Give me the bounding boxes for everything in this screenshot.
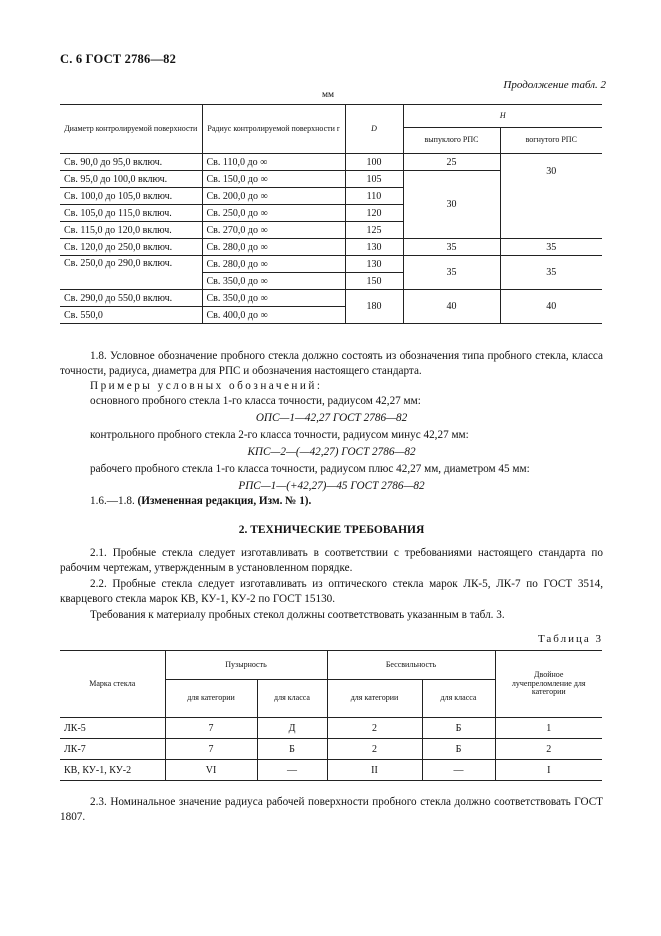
cell-diameter: Св. 100,0 до 105,0 включ.	[60, 188, 202, 205]
cell-bubble-class: —	[257, 760, 327, 781]
cell-birefringence: 1	[495, 718, 602, 739]
sub-class-header: для класса	[422, 680, 495, 718]
cell-diameter: Св. 550,0	[60, 307, 202, 324]
example-3-intro: рабочего пробного стекла 1-го класса точности, радиусом плюс 42,27 мм, диаметром 45 мм:	[90, 463, 530, 475]
example-2: КПС—2—(—42,27) ГОСТ 2786—82	[247, 446, 416, 458]
cell-D: 120	[345, 205, 403, 222]
example-1-intro: основного пробного стекла 1-го класса точности, радиусом 42,27 мм:	[90, 395, 421, 407]
sub-category-header: для категории	[327, 680, 422, 718]
cell-radius: Св. 280,0 до ∞	[202, 239, 345, 256]
cell-bubble-category: VI	[165, 760, 257, 781]
cell-radius: Св. 110,0 до ∞	[202, 154, 345, 171]
cell-birefringence: 2	[495, 739, 602, 760]
col-radius-header: Радиус контролируемой поверхности r	[202, 105, 345, 154]
cell-bubble-class: Б	[257, 739, 327, 760]
cell-birefringence: I	[495, 760, 602, 781]
cell-D: 150	[345, 273, 403, 290]
cell-D: 105	[345, 171, 403, 188]
cell-convex: 40	[403, 290, 500, 324]
example-3: РПС—1—(+42,27)—45 ГОСТ 2786—82	[238, 480, 425, 492]
cell-convex: 35	[403, 239, 500, 256]
change-note-prefix: 1.6.—1.8.	[90, 495, 138, 507]
col-striae-header: Бессвильность	[327, 651, 495, 680]
cell-striae-class: Б	[422, 739, 495, 760]
cell-convex: 25	[403, 154, 500, 171]
cell-concave: 35	[500, 256, 602, 290]
table-row	[60, 739, 602, 760]
table-row	[60, 256, 602, 273]
cell-radius: Св. 350,0 до ∞	[202, 273, 345, 290]
paragraph-1-8: 1.8. Условное обозначение пробного стекла должно состоять из обозначения типа пробного стекла, класса точности, радиуса, диаметра для РПС и обозначения настоящего стандарта.	[60, 350, 603, 378]
table-2	[60, 104, 602, 324]
change-note	[60, 494, 603, 509]
cell-bubble-category: 7	[165, 718, 257, 739]
cell-bubble-class: Д	[257, 718, 327, 739]
cell-D: 100	[345, 154, 403, 171]
cell-diameter: Св. 95,0 до 100,0 включ.	[60, 171, 202, 188]
cell-brand: КВ, КУ-1, КУ-2	[60, 760, 165, 781]
table-3	[60, 650, 602, 781]
cell-brand: ЛК-7	[60, 739, 165, 760]
cell-D: 125	[345, 222, 403, 239]
unit-label: мм	[322, 90, 335, 100]
sub-class-header: для класса	[257, 680, 327, 718]
col-convex-header: выпуклого РПС	[403, 128, 500, 154]
example-2-intro: контрольного пробного стекла 2-го класса точности, радиусом минус 42,27 мм:	[90, 429, 469, 441]
cell-diameter: Св. 120,0 до 250,0 включ.	[60, 239, 202, 256]
cell-radius: Св. 270,0 до ∞	[202, 222, 345, 239]
cell-D: 130	[345, 256, 403, 273]
table-row	[60, 760, 602, 781]
cell-convex: 30	[403, 171, 500, 239]
examples-heading: Примеры условных обозначений:	[90, 380, 323, 392]
col-bubble-header: Пузырность	[165, 651, 327, 680]
cell-concave: 40	[500, 290, 602, 324]
table-row	[60, 290, 602, 307]
col-birefringence-header: Двойное лучепреломление для категории	[495, 651, 602, 718]
table-row	[60, 239, 602, 256]
cell-radius: Св. 400,0 до ∞	[202, 307, 345, 324]
cell-diameter: Св. 290,0 до 550,0 включ.	[60, 290, 202, 307]
cell-radius: Св. 280,0 до ∞	[202, 256, 345, 273]
col-diameter-header: Диаметр контролируемой поверхности	[60, 105, 202, 154]
col-H-header: H	[403, 105, 602, 128]
table-row	[60, 154, 602, 171]
example-1: ОПС—1—42,27 ГОСТ 2786—82	[255, 412, 408, 424]
cell-D: 180	[345, 290, 403, 324]
change-note-bold: (Измененная редакция, Изм. № 1).	[137, 495, 312, 507]
cell-diameter: Св. 90,0 до 95,0 включ.	[60, 154, 202, 171]
cell-striae-category: II	[327, 760, 422, 781]
cell-striae-category: 2	[327, 739, 422, 760]
cell-striae-class: —	[422, 760, 495, 781]
cell-brand: ЛК-5	[60, 718, 165, 739]
sub-category-header: для категории	[165, 680, 257, 718]
cell-radius: Св. 250,0 до ∞	[202, 205, 345, 222]
cell-radius: Св. 200,0 до ∞	[202, 188, 345, 205]
page-header: С. 6 ГОСТ 2786—82	[60, 52, 177, 66]
table-3-label: Таблица 3	[537, 633, 603, 645]
col-D-header: D	[345, 105, 403, 154]
col-concave-header: вогнутого РПС	[500, 128, 602, 154]
cell-diameter: Св. 115,0 до 120,0 включ.	[60, 222, 202, 239]
paragraph-2-2b: Требования к материалу пробных стекол должны соответствовать указанным в табл. 3.	[90, 609, 505, 621]
col-brand-header: Марка стекла	[60, 651, 165, 718]
cell-diameter: Св. 105,0 до 115,0 включ.	[60, 205, 202, 222]
paragraph-2-1: 2.1. Пробные стекла следует изготавливать в соответствии с требованиями настоящего стандарта по рабочим чертежам, утвержденным в установленном порядке.	[60, 547, 603, 575]
table-continuation-label: Продолжение табл. 2	[503, 79, 606, 91]
cell-concave: 30	[500, 154, 602, 239]
cell-radius: Св. 150,0 до ∞	[202, 171, 345, 188]
table-row	[60, 718, 602, 739]
cell-bubble-category: 7	[165, 739, 257, 760]
cell-radius: Св. 350,0 до ∞	[202, 290, 345, 307]
cell-D: 130	[345, 239, 403, 256]
section-title: 2. ТЕХНИЧЕСКИЕ ТРЕБОВАНИЯ	[238, 524, 425, 536]
cell-striae-category: 2	[327, 718, 422, 739]
paragraph-2-2: 2.2. Пробные стекла следует изготавливать из оптического стекла марок ЛК-5, ЛК-7 по ГОСТ 3514, кварцевого стекла марок КВ, КУ-1, КУ-2 по ГОСТ 15130.	[60, 578, 603, 606]
cell-striae-class: Б	[422, 718, 495, 739]
cell-convex: 35	[403, 256, 500, 290]
cell-concave: 35	[500, 239, 602, 256]
paragraph-2-3: 2.3. Номинальное значение радиуса рабочей поверхности пробного стекла должно соответствовать ГОСТ 1807.	[60, 796, 603, 824]
cell-diameter: Св. 250,0 до 290,0 включ.	[60, 256, 202, 290]
cell-D: 110	[345, 188, 403, 205]
